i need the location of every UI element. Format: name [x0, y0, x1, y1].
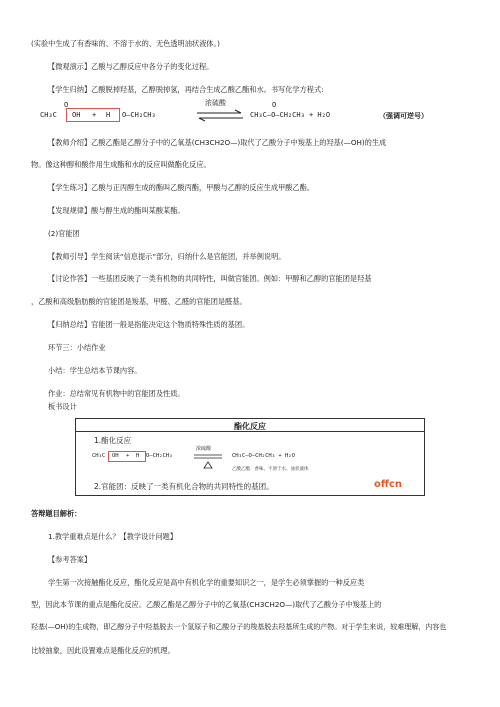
teacher-intro-1: 【教师介绍】乙酸乙酯是乙醇分子中的乙氧基(CH3CH2O—)取代了乙酸分子中羧基上的羟基(—OH)的生成	[48, 138, 387, 147]
eq-h: H	[106, 111, 111, 119]
board-eq-products: CH₃C—O—CH₂CH₃ + H₂O	[232, 453, 295, 459]
summary-conclusion: 【归纳总结】官能团一般是指能决定这个物质特殊性质的基团。	[48, 320, 250, 329]
discussion-1: 【讨论作答】一些基团反映了一类有机物的共同特性，叫做官能团。例如：甲醇和乙醇的官能团是羟基	[48, 274, 372, 283]
board-reaction-arrow-icon	[192, 452, 224, 470]
micro-demo: 【微观演示】乙酸与乙醇反应中各分子的变化过程。	[48, 62, 214, 71]
answer-para-1: 学生第一次接触酯化反应，酯化反应是高中有机化学的重要知识之一，是学生必须掌握的一种反应类	[48, 578, 365, 587]
board-eq-oh: OH	[112, 453, 119, 459]
carbonyl-o-right: O	[272, 101, 277, 109]
eq-plus: +	[92, 111, 97, 119]
found-rule: 【发现规律】酸与醇生成的酯叫某酸某酯。	[48, 206, 185, 215]
student-practice: 【学生练习】乙酸与正丙醇生成的酯叫乙酸丙酯，甲酸与乙醇的反应生成甲酸乙酯。	[48, 183, 314, 192]
summary-text: 小结：学生总结本节课内容。	[48, 366, 142, 375]
answer-para-3: 羟基(—OH)的生成物，即乙醇分子中羟基脱去一个氢原子和乙酸分子的羧基脱去羟基所生成的产物。对于学生来说，较难理解，内容也	[31, 623, 447, 631]
reference-answer-label: 【参考答案】	[48, 555, 92, 564]
student-summary: 【学生归纳】乙酸脱掉羟基，乙醇脱掉氢，再结合生成乙酸乙酯和水。书写化学方程式:	[48, 85, 324, 94]
board-catalyst: 浓硫酸	[196, 446, 212, 452]
reversible-arrow-icon	[195, 108, 245, 124]
board-divider	[76, 431, 424, 432]
homework-text: 作业：总结常见有机物中的官能团及性质。	[48, 389, 185, 398]
board-eq-acid: CH₃C	[92, 453, 106, 459]
board-item-2: 2.官能团：反映了一类有机化合物的共同特性的基团。	[94, 482, 274, 491]
carbonyl-o-left: O	[64, 101, 69, 109]
offcn-watermark: offcn	[374, 479, 403, 490]
board-eq-plus: +	[126, 453, 130, 459]
experiment-note: (实验中生成了有香味的、不溶于水的、无色透明油状液体。)	[31, 39, 220, 48]
board-title: 酯化反应	[234, 422, 266, 431]
section-functional-group: (2)官能团	[48, 229, 80, 238]
catalyst-label: 浓硫酸	[205, 99, 226, 107]
eq-acid: CH₃C	[40, 111, 57, 119]
board-eq-alcohol: O—CH₂CH₃	[146, 453, 173, 459]
teacher-intro-2: 物。像这种醇和酸作用生成酯和水的反应叫做酯化反应。	[31, 160, 211, 169]
board-item-1: 1.酯化反应	[94, 436, 132, 445]
answer-analysis-heading: 答辩题目解析：	[31, 509, 82, 518]
reversible-note: （强调可逆号）	[379, 112, 428, 120]
discussion-2: ，乙酸和高级脂肪酸的官能团是羧基，甲醛、乙醛的官能团是醛基。	[31, 297, 247, 306]
board-design-label: 板书设计	[48, 402, 77, 411]
board-product-note: 乙酸乙酯：香味、不溶于水、油状液体	[232, 467, 309, 472]
eq-oh: OH	[72, 111, 81, 119]
teacher-guide: 【教师引导】学生阅读“信息提示”部分，归纳什么是官能团，并举例说明。	[48, 252, 286, 261]
board-eq-h: H	[136, 453, 140, 459]
eq-alcohol: O—CH₂CH₃	[122, 111, 156, 119]
answer-para-4: 比较抽象，因此设置难点是酯化反应的机理。	[31, 646, 175, 655]
question-1: 1.教学重难点是什么？【教学设计问题】	[48, 532, 178, 541]
section-summary-homework: 环节三：小结作业	[48, 343, 106, 352]
answer-para-2: 型，因此本节课的重点是酯化反应。乙酸乙酯是乙醇分子中的乙氧基(CH3CH2O—)取代了乙酸分子中羧基上的	[31, 600, 382, 609]
board-design	[75, 418, 425, 496]
eq-products: CH₃C—O—CH₂CH₃ + H₂O	[250, 111, 331, 119]
